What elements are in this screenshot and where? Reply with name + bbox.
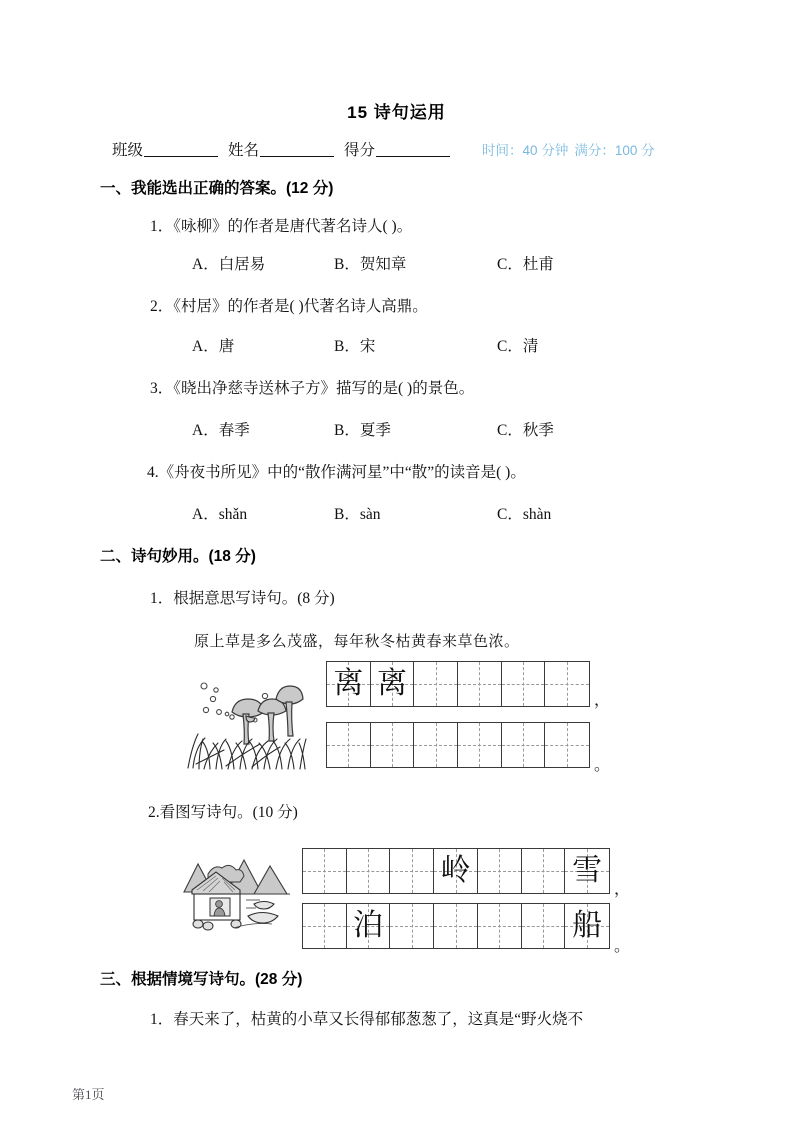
- question-1-option-b[interactable]: B．贺知章: [334, 256, 407, 273]
- grid-2-r2-c3[interactable]: [390, 904, 434, 948]
- section-heading-1: 一、我能选出正确的答案。(12 分): [100, 180, 334, 197]
- question-3-option-a[interactable]: A．春季: [192, 422, 250, 439]
- question-4-option-a[interactable]: A．shǎn: [192, 506, 248, 523]
- grid-1-row-1-punct: ，: [594, 692, 611, 709]
- grid-2-r1-c7[interactable]: 雪: [565, 849, 609, 893]
- writing-grid-1: [326, 661, 611, 774]
- grid-2-r2-c1[interactable]: [303, 904, 347, 948]
- question-4-option-b[interactable]: B．sàn: [334, 506, 381, 523]
- score-label: 得分: [344, 142, 376, 159]
- sub-question-2-1-label: 1．根据意思写诗句。(8 分): [150, 590, 335, 607]
- writing-grid-2-row-1: [302, 848, 610, 894]
- grid-1-row-2-punct: 。: [594, 757, 611, 774]
- section-3-question-1: [150, 1007, 583, 1029]
- name-label: 姓名: [228, 142, 260, 159]
- question-2-option-b[interactable]: B．宋: [334, 338, 376, 355]
- grid-1-r1-c3[interactable]: [414, 662, 458, 706]
- page-number: 第1页: [72, 1087, 105, 1102]
- grid-1-r1-c5[interactable]: [502, 662, 546, 706]
- section-heading-3: 三、根据情境写诗句。(28 分): [100, 971, 303, 988]
- writing-grid-2-row-2: [302, 903, 610, 949]
- grid-2-r2-c2[interactable]: 泊: [347, 904, 391, 948]
- question-3-option-b[interactable]: B．夏季: [334, 422, 391, 439]
- writing-grid-1-row-2: [326, 722, 590, 768]
- class-label: 班级: [112, 142, 144, 159]
- grid-1-r2-c1[interactable]: [327, 723, 371, 767]
- question-4-number: 4.: [147, 464, 159, 481]
- name-blank[interactable]: [260, 141, 334, 157]
- house-mountains-boats-illustration: [182, 850, 292, 945]
- grid-1-r1-c2[interactable]: 离: [371, 662, 415, 706]
- question-2-option-c[interactable]: C．清: [497, 338, 539, 355]
- grid-2-r2-c5[interactable]: [478, 904, 522, 948]
- grid-2-row-2-punct: 。: [614, 938, 631, 955]
- grid-1-r2-c3[interactable]: [414, 723, 458, 767]
- grid-2-r2-c7[interactable]: 船: [565, 904, 609, 948]
- sub-question-2-1-meaning: 原上草是多么茂盛，每年秋冬枯黄春来草色浓。: [194, 634, 520, 650]
- exam-meta: [482, 139, 661, 159]
- question-4: [147, 460, 526, 482]
- grid-2-r1-c1[interactable]: [303, 849, 347, 893]
- grid-1-r2-c4[interactable]: [458, 723, 502, 767]
- grid-2-r2-c4[interactable]: [434, 904, 478, 948]
- sub-question-2-2-label: 2.看图写诗句。(10 分): [148, 804, 298, 821]
- total-score: 满分：100 分: [574, 143, 655, 158]
- student-info-line: [112, 138, 712, 162]
- question-2-text: 《村居》的作者是( )代著名诗人高鼎。: [173, 298, 428, 315]
- grid-2-r2-c6[interactable]: [522, 904, 566, 948]
- question-2-number: 2．: [150, 298, 174, 315]
- question-3-option-c[interactable]: C．秋季: [497, 422, 554, 439]
- page-title: 15 诗句运用: [347, 103, 446, 122]
- grid-1-r2-c5[interactable]: [502, 723, 546, 767]
- grid-2-r1-c5[interactable]: [478, 849, 522, 893]
- grid-1-r1-c6[interactable]: [545, 662, 589, 706]
- question-4-text: 《舟夜书所见》中的“散作满河星”中“散”的读音是( )。: [158, 464, 526, 481]
- grid-1-r1-c4[interactable]: [458, 662, 502, 706]
- time-limit: 时间：40 分钟: [482, 143, 569, 158]
- grid-1-r2-c2[interactable]: [371, 723, 415, 767]
- grid-2-r1-c4[interactable]: 岭: [434, 849, 478, 893]
- question-1-options: [192, 252, 612, 274]
- question-1-number: 1．: [150, 218, 174, 235]
- grid-1-r2-c6[interactable]: [545, 723, 589, 767]
- grid-2-r1-c3[interactable]: [390, 849, 434, 893]
- question-2-options: [192, 334, 612, 356]
- section-heading-2: 二、诗句妙用。(18 分): [100, 548, 256, 565]
- question-4-option-c[interactable]: C．shàn: [497, 506, 552, 523]
- writing-grid-1-row-1: [326, 661, 590, 707]
- grid-2-r1-c6[interactable]: [522, 849, 566, 893]
- grid-2-r1-c2[interactable]: [347, 849, 391, 893]
- grass-mushrooms-illustration: [186, 668, 308, 774]
- question-2-option-a[interactable]: A．唐: [192, 338, 235, 355]
- writing-grid-2: [302, 848, 631, 955]
- question-1-option-c[interactable]: C．杜甫: [497, 256, 554, 273]
- section-3-question-1-number: 1．: [150, 1011, 174, 1028]
- grid-2-row-1-punct: ，: [614, 881, 631, 898]
- section-3-question-1-text: 春天来了，枯黄的小草又长得郁郁葱葱了，这真是“野火烧不: [173, 1011, 584, 1028]
- question-4-options: [192, 502, 612, 524]
- score-blank[interactable]: [376, 141, 450, 157]
- question-1-text: 《咏柳》的作者是唐代著名诗人( )。: [173, 218, 413, 235]
- question-3-options: [192, 418, 612, 440]
- question-3-text: 《晓出净慈寺送林子方》描写的是( )的景色。: [173, 380, 475, 397]
- grid-1-r1-c1[interactable]: 离: [327, 662, 371, 706]
- class-blank[interactable]: [144, 141, 218, 157]
- question-1-option-a[interactable]: A．白居易: [192, 256, 266, 273]
- question-3-number: 3．: [150, 380, 174, 397]
- question-1: [150, 214, 412, 236]
- question-2: [150, 294, 428, 316]
- question-3: [150, 376, 474, 398]
